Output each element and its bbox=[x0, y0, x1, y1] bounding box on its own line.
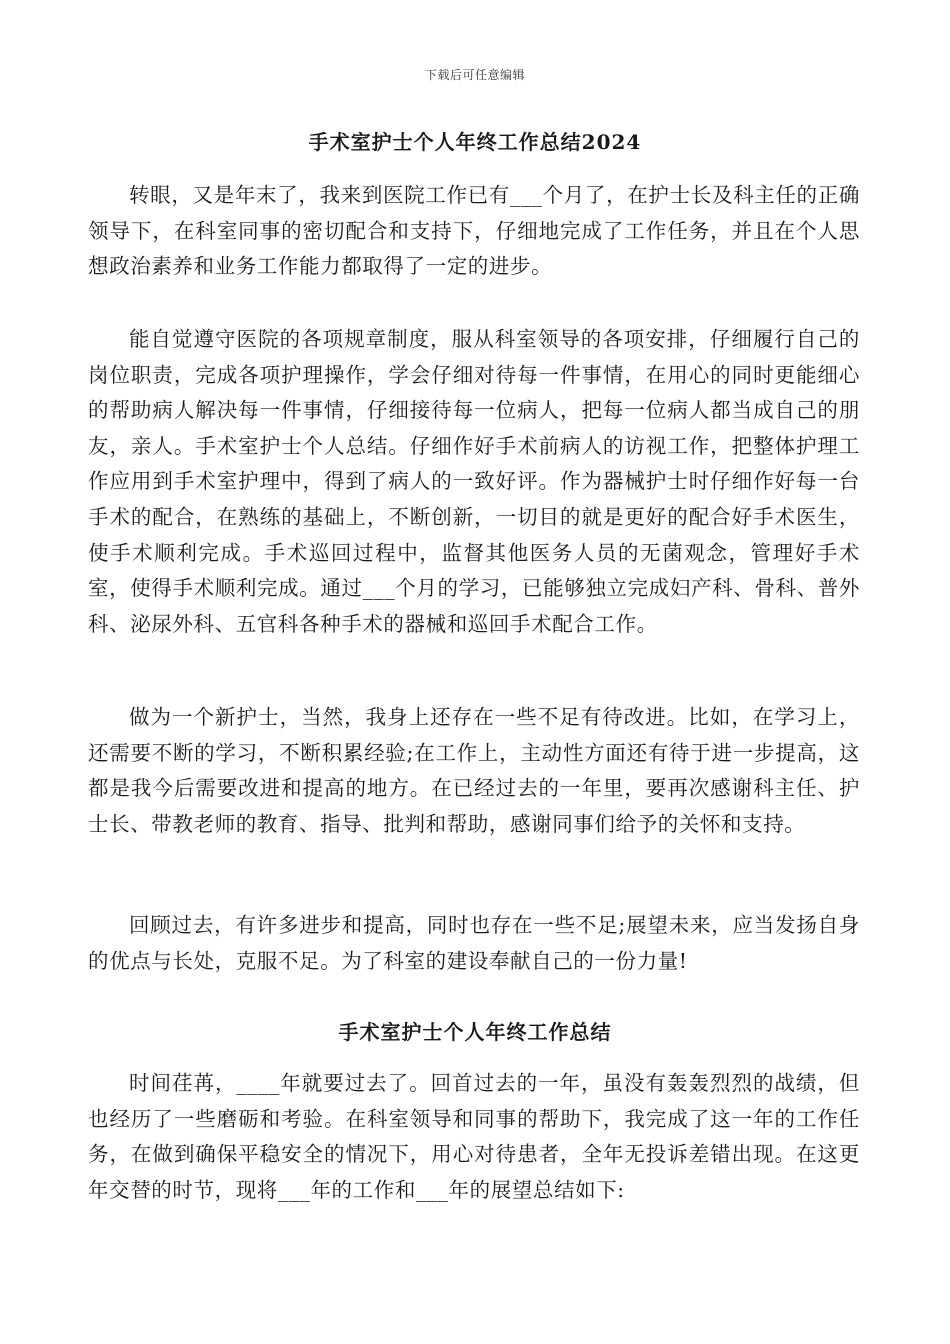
header-note: 下载后可任意编辑 bbox=[424, 68, 525, 82]
section-1-title: 手术室护士个人年终工作总结2024 bbox=[308, 130, 642, 154]
section-1-paragraph-2: 能自觉遵守医院的各项规章制度，服从科室领导的各项安排，仔细履行自己的岗位职责，完成各项护理操作，学会仔细对待每一件事情，在用心的同时更能细心的帮助病人解决每一件事情，仔细接待每一位病人，把每一位病人都当成自己的朋友，亲人。手术室护士个人总结。仔细作好手术前病人的访视工作，把整体护理工作应用到手术室护理中，得到了病人的一致好评。作为器械护士时仔细作好每一台手术的配合，在熟练的基础上，不断创新，一切目的就是更好的配合好手术医生，使手术顺利完成。手术巡回过程中，监督其他医务人员的无菌观念，管理好手术室，使得手术顺利完成。通过___个月的学习，已能够独立完成妇产科、骨科、普外科、泌尿外科、五官科各种手术的器械和巡回手术配合工作。 bbox=[88, 327, 860, 636]
section-1-paragraph-1: 转眼，又是年末了，我来到医院工作已有___个月了，在护士长及科主任的正确领导下，在科室同事的密切配合和支持下，仔细地完成了工作任务，并且在个人思想政治素养和业务工作能力都取得了一定的进步。 bbox=[88, 183, 860, 279]
section-2-paragraph-1: 时间荏苒，____年就要过去了。回首过去的一年，虽没有轰轰烈烈的战绩，但也经历了一些磨砺和考验。在科室领导和同事的帮助下，我完成了这一年的工作任务，在做到确保平稳安全的情况下，用心对待患者，全年无投诉差错出现。在这更年交替的时节，现将___年的工作和___年的展望总结如下: bbox=[88, 1071, 860, 1202]
section-1-paragraph-4: 回顾过去，有许多进步和提高，同时也存在一些不足;展望未来，应当发扬自身的优点与长处，克服不足。为了科室的建设奉献自己的一份力量! bbox=[88, 913, 860, 973]
section-1-paragraph-3: 做为一个新护士，当然，我身上还存在一些不足有待改进。比如，在学习上，还需要不断的学习，不断积累经验;在工作上，主动性方面还有待于进一步提高，这都是我今后需要改进和提高的地方。在已经过去的一年里，要再次感谢科主任、护士长、带教老师的教育、指导、批判和帮助，感谢同事们给予的关怀和支持。 bbox=[88, 705, 860, 836]
section-2-title: 手术室护士个人年终工作总结 bbox=[338, 1020, 612, 1044]
